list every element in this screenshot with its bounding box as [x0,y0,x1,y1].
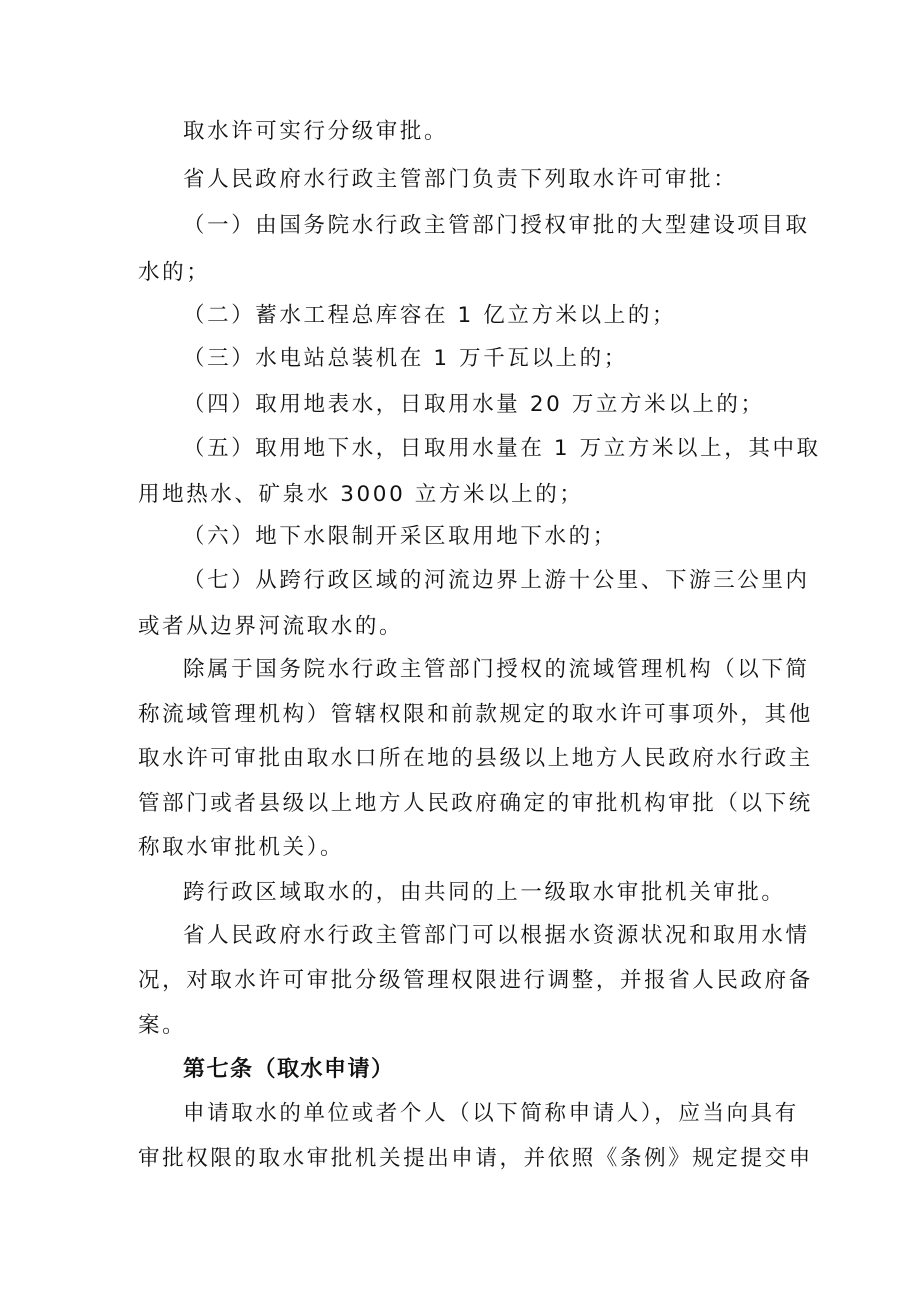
list-item-line: （四）取用地表水，日取用水量 20 万立方米以上的； [183,392,765,417]
paragraph-line: 省人民政府水行政主管部门负责下列取水许可审批： [183,167,738,192]
list-item-line: （七）从跨行政区域的河流边界上游十公里、下游三公里内 [183,568,810,593]
list-item-line: 用地热水、矿泉水 3000 立方米以上的； [138,482,584,507]
list-item-line: 水的； [138,260,211,285]
list-item-line: （一）由国务院水行政主管部门授权审批的大型建设项目取 [183,213,810,238]
article-heading: 第七条（取水申请） [183,1057,395,1082]
paragraph-line: 况，对取水许可审批分级管理权限进行调整，并报省人民政府备 [138,968,813,993]
list-item-line: （五）取用地下水，日取用水量在 1 万立方米以上，其中取 [183,436,821,461]
paragraph-line: 案。 [138,1013,187,1038]
list-item-line: （三）水电站总装机在 1 万千瓦以上的； [183,346,628,371]
paragraph-line: 称流域管理机构）管辖权限和前款规定的取水许可事项外，其他 [138,702,813,727]
paragraph-line: 审批权限的取水审批机关提出申请，并依照《条例》规定提交申 [138,1146,813,1171]
paragraph-line: 管部门或者县级以上地方人民政府确定的审批机构审批（以下统 [138,791,813,816]
list-item-line: （六）地下水限制开采区取用地下水的； [183,524,617,549]
paragraph-line: 省人民政府水行政主管部门可以根据水资源状况和取用水情 [183,923,810,948]
paragraph-line: 除属于国务院水行政主管部门授权的流域管理机构（以下简 [183,657,810,682]
list-item-line: （二）蓄水工程总库容在 1 亿立方米以上的； [183,303,677,328]
paragraph-line: 取水许可审批由取水口所在地的县级以上地方人民政府水行政主 [138,746,813,771]
paragraph-line: 取水许可实行分级审批。 [183,119,449,144]
paragraph-line: 跨行政区域取水的，由共同的上一级取水审批机关审批。 [183,880,786,905]
paragraph-line: 申请取水的单位或者个人（以下简称申请人），应当向具有 [183,1101,799,1126]
list-item-line: 或者从边界河流取水的。 [138,614,404,639]
paragraph-line: 称取水审批机关）。 [138,835,345,860]
